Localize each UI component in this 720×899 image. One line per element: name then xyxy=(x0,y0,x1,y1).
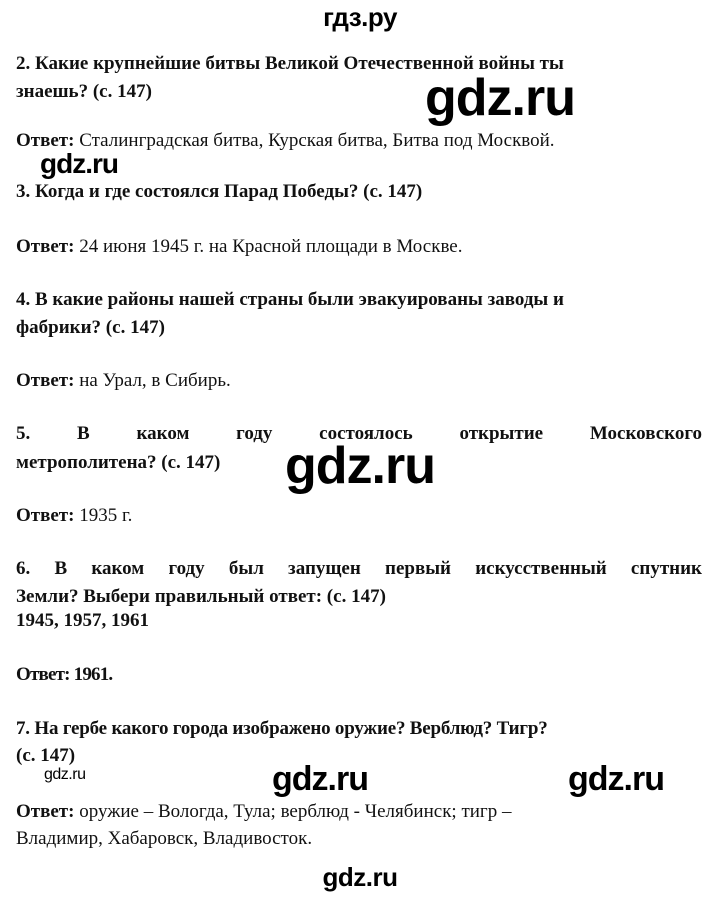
answer-6: Ответ: 1961. xyxy=(16,664,113,685)
question-3: 3. Когда и где состоялся Парад Победы? (с. 147) xyxy=(16,181,423,202)
watermark-tiny: gdz.ru xyxy=(44,766,86,783)
answer-text: 24 июня 1945 г. на Красной площади в Москве. xyxy=(79,236,463,257)
answer-3 xyxy=(16,233,462,261)
question-6-line-2: Земли? Выбери правильный ответ: (с. 147) xyxy=(16,586,386,607)
answer-label: Ответ: xyxy=(16,130,75,151)
question-5-line-1: 5. В каком году состоялось открытие Московского xyxy=(16,423,702,444)
site-title: гдз.ру xyxy=(323,2,397,32)
answer-4 xyxy=(16,367,231,395)
question-4-line-1: 4. В какие районы нашей страны были эвакуированы заводы и xyxy=(16,289,564,310)
watermark-medium: gdz.ru xyxy=(568,760,664,798)
watermark-small: gdz.ru xyxy=(40,148,118,179)
question-4-line-2: фабрики? (с. 147) xyxy=(16,317,165,338)
question-6-line-1: 6. В каком году был запущен первый искусственный спутник xyxy=(16,558,702,579)
answer-label: Ответ: xyxy=(16,236,75,257)
question-5-line-2: метрополитена? (с. 147) xyxy=(16,452,221,473)
question-7-line-2: (с. 147) xyxy=(16,745,76,766)
watermark-footer: gdz.ru xyxy=(322,862,398,892)
answer-7-line-2: Владимир, Хабаровск, Владивосток. xyxy=(16,828,313,849)
answer-7-line-1 xyxy=(16,798,511,826)
answer-label: Ответ: xyxy=(16,801,75,822)
question-2-line-1: 2. Какие крупнейшие битвы Великой Отечественной войны ты xyxy=(16,53,564,74)
question-6-options: 1945, 1957, 1961 xyxy=(16,610,149,631)
answer-label: Ответ: xyxy=(16,370,75,391)
answer-text: на Урал, в Сибирь. xyxy=(79,370,231,391)
question-2-line-2: знаешь? (с. 147) xyxy=(16,81,152,102)
answer-text: оружие – Вологда, Тула; верблюд - Челябинск; тигр – xyxy=(79,801,512,822)
watermark-large: gdz.ru xyxy=(285,437,435,495)
watermark-medium: gdz.ru xyxy=(272,760,368,798)
answer-text: Сталинградская битва, Курская битва, Битва под Москвой. xyxy=(79,130,555,151)
watermark-large: gdz.ru xyxy=(425,69,575,127)
answer-5 xyxy=(16,502,132,530)
answer-label: Ответ: xyxy=(16,505,75,526)
answer-text: 1935 г. xyxy=(79,505,133,526)
question-7-line-1: 7. На гербе какого города изображено оружие? Верблюд? Тигр? xyxy=(16,718,548,739)
